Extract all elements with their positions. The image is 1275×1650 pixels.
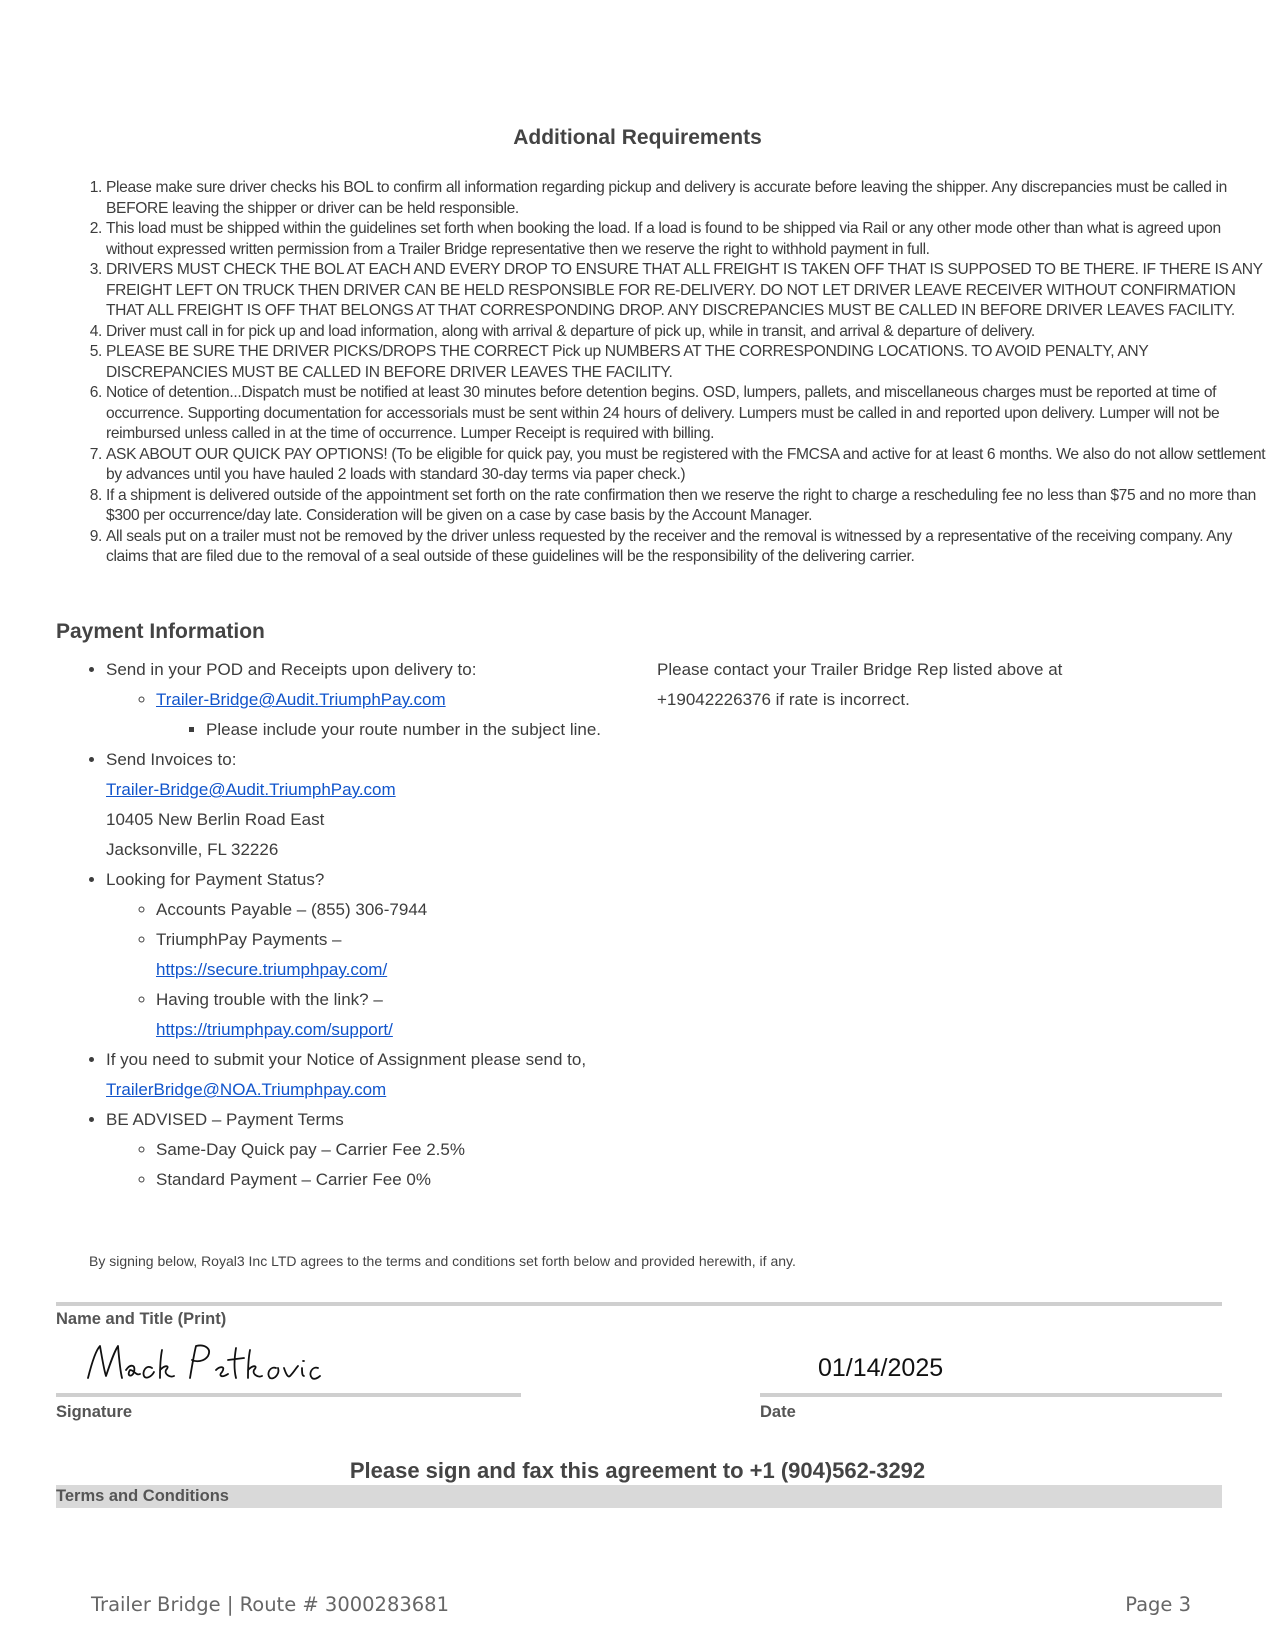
requirement-item: 1. Please make sure driver checks his BOL to confirm all information regarding pickup and delivery is accurate before leaving the shipper. Any discrepancies must be called in BEFORE leaving the shipper or driver can be held responsible. <box>106 178 1266 219</box>
requirements-list <box>56 178 1266 568</box>
requirement-item: 7. ASK ABOUT OUR QUICK PAY OPTIONS! (To be eligible for quick pay, you must be registered with the FMCSA and active for at least 6 months. We also do not allow settlement by advances until you have hauled 2 loads with standard 30-day terms via paper check.) <box>106 445 1266 486</box>
status-text: Looking for Payment Status? <box>106 870 325 889</box>
handwritten-signature <box>82 1340 322 1390</box>
pod-email-link[interactable]: Trailer-Bridge@Audit.TriumphPay.com <box>156 690 446 709</box>
triumphpay-link[interactable]: https://secure.triumphpay.com/ <box>156 960 388 979</box>
pod-instructions <box>106 655 626 745</box>
signature-label: Signature <box>56 1403 133 1421</box>
requirement-item: 6. Notice of detention...Dispatch must be notified at least 30 minutes before detention begins. OSD, lumpers, pallets, and miscellaneous charges must be reported at time of occurrence. Supporting documentation for accessorials must be sent within 24 hours of delivery. Lumpers must be called in and reported upon delivery. Lumper will not be reimbursed unless called in at the time of occurrence. Lumper Receipt is required with billing. <box>106 383 1266 445</box>
requirement-item: 5. PLEASE BE SURE THE DRIVER PICKS/DROPS THE CORRECT Pick up NUMBERS AT THE CORRESPONDING LOCATIONS. TO AVOID PENALTY, ANY DISCREPANCIES MUST BE CALLED IN BEFORE DRIVER LEAVES THE FACILITY. <box>106 342 1266 383</box>
trouble-text: Having trouble with the link? – <box>156 990 383 1009</box>
date-line <box>760 1393 1222 1397</box>
invoice-text: Send Invoices to: <box>106 750 237 769</box>
payment-terms <box>106 1105 626 1195</box>
requirement-item: 2. This load must be shipped within the guidelines set forth when booking the load. If a load is found to be shipped via Rail or any other mode other than what is agreed upon without expressed written permission from a Trailer Bridge representative then we reserve the right to withhold payment in full. <box>106 219 1266 260</box>
name-title-label: Name and Title (Print) <box>56 1310 227 1328</box>
additional-requirements-title: Additional Requirements <box>513 126 762 149</box>
agreement-statement: By signing below, Royal3 Inc LTD agrees to the terms and conditions set forth below and provided herewith, if any. <box>89 1253 796 1269</box>
address-line-2: Jacksonville, FL 32226 <box>106 840 279 859</box>
date-label: Date <box>760 1403 796 1421</box>
payment-information-title: Payment Information <box>56 620 265 643</box>
requirement-item: 3. DRIVERS MUST CHECK THE BOL AT EACH AND EVERY DROP TO ENSURE THAT ALL FREIGHT IS TAKEN OFF THAT IS SUPPOSED TO BE THERE. IF THERE IS ANY FREIGHT LEFT ON TRUCK THEN DRIVER CAN BE HELD RESPONSIBLE FOR RE-DELIVERY. DO NOT LET DRIVER LEAVE RECEIVER WITHOUT CONFIRMATION THAT ALL FREIGHT IS OFF THAT BELONGS AT THAT CORRESPONDING DROP. ANY DISCREPANCIES MUST BE CALLED IN BEFORE DRIVER LEAVES FACILITY. <box>106 260 1266 322</box>
address-line-1: 10405 New Berlin Road East <box>106 810 325 829</box>
triumphpay-text: TriumphPay Payments – <box>156 930 342 949</box>
requirement-item: 9. All seals put on a trailer must not be removed by the driver unless requested by the receiver and the removal is witnessed by a representative of the receiving company. Any claims that are filed due to the removal of a seal outside of these guidelines will be the responsibility of the delivering carrier. <box>106 527 1266 568</box>
payment-instructions <box>56 655 626 1195</box>
advised-text: BE ADVISED – Payment Terms <box>106 1110 344 1129</box>
pod-text: Send in your POD and Receipts upon delivery to: <box>106 660 477 679</box>
noa-email-link[interactable]: TrailerBridge@NOA.Triumphpay.com <box>106 1080 387 1099</box>
invoice-email-link[interactable]: Trailer-Bridge@Audit.TriumphPay.com <box>106 780 396 799</box>
requirement-item: 8. If a shipment is delivered outside of the appointment set forth on the rate confirmation then we reserve the right to charge a rescheduling fee no less than $75 and no more than $300 per occurrence/day late. Consideration will be given on a case by case basis by the Account Manager. <box>106 486 1266 527</box>
invoice-instructions <box>106 745 626 865</box>
rate-contact-note: Please contact your Trailer Bridge Rep listed above at +19042226376 if rate is incorrect. <box>657 660 1063 709</box>
terms-and-conditions-header: Terms and Conditions <box>56 1485 1222 1508</box>
support-link[interactable]: https://triumphpay.com/support/ <box>156 1020 393 1039</box>
footer-page-number: Page 3 <box>1125 1593 1191 1616</box>
standard-term: ◦ Standard Payment – Carrier Fee 0% <box>156 1165 626 1195</box>
payment-list <box>56 655 626 1195</box>
requirement-item: 4. Driver must call in for pick up and load information, along with arrival & departure of pick up, while in transit, and arrival & departure of delivery. <box>106 322 1266 343</box>
noa-instructions <box>106 1045 626 1105</box>
noa-text: If you need to submit your Notice of Assignment please send to, <box>106 1050 587 1069</box>
accounts-payable: ◦ Accounts Payable – (855) 306-7944 <box>156 895 626 925</box>
payment-status <box>106 865 626 1045</box>
fax-instructions: Please sign and fax this agreement to +1 (904)562-3292 <box>349 1458 926 1483</box>
pod-note: ▪ Please include your route number in the subject line. <box>206 715 626 745</box>
signature-line <box>56 1393 521 1397</box>
quickpay-term: ◦ Same-Day Quick pay – Carrier Fee 2.5% <box>156 1135 626 1165</box>
footer-route: Trailer Bridge | Route # 3000283681 <box>91 1593 449 1616</box>
date-value: 01/14/2025 <box>818 1354 944 1382</box>
divider <box>56 1302 1222 1306</box>
